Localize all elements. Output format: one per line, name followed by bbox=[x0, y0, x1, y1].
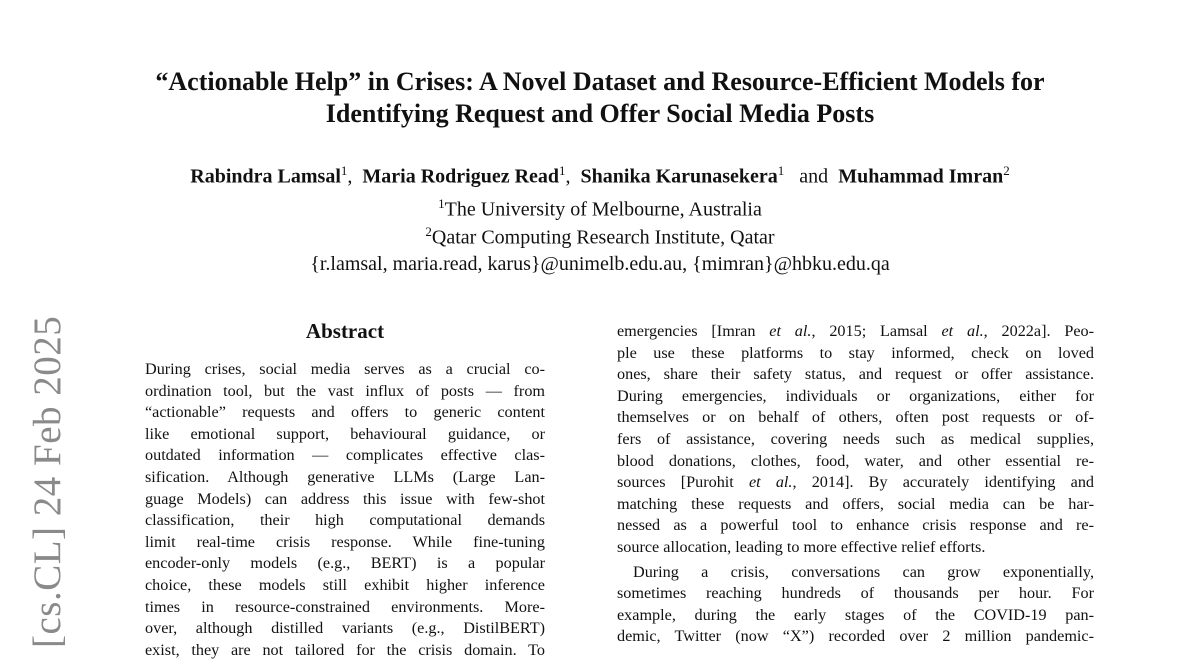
author-affil-mark: 1 bbox=[559, 163, 566, 178]
text-line: exist, they are not tailored for the crisis domain. To bbox=[145, 640, 545, 659]
affiliation-mark: 1 bbox=[438, 196, 445, 211]
text-line: During emergencies, individuals or organizations, either for bbox=[617, 386, 1094, 405]
author-name: Maria Rodriguez Read bbox=[362, 165, 560, 188]
abstract-body bbox=[145, 359, 545, 661]
author-emails: {r.lamsal, maria.read, karus}@unimelb.edu.au, {mimran}@hbku.edu.qa bbox=[310, 253, 890, 275]
intro-column bbox=[617, 321, 1094, 648]
text-line: example, during the early stages of the COVID-19 pan- bbox=[617, 605, 1094, 624]
text-line: like emotional support, behavioural guidance, or bbox=[145, 424, 545, 443]
affiliation-mark: 2 bbox=[425, 224, 432, 239]
author-separator: , bbox=[347, 165, 353, 188]
text-line: demic, Twitter (now “X”) recorded over 2 million pandemic- bbox=[617, 627, 1094, 646]
text-line: fers of assistance, covering needs such as medical supplies, bbox=[617, 429, 1094, 448]
text-line: matching these requests and offers, social media can be har- bbox=[617, 494, 1094, 513]
arxiv-stamp: [cs.CL] 24 Feb 2025 bbox=[26, 315, 69, 648]
author-affil-mark: 1 bbox=[777, 163, 785, 178]
intro-paragraph-1 bbox=[617, 321, 1094, 559]
author-name: Rabindra Lamsal bbox=[190, 165, 341, 188]
text-line: themselves or on behalf of others, often post requests or of- bbox=[617, 408, 1094, 427]
affiliation-text: Qatar Computing Research Institute, Qatar bbox=[431, 226, 775, 249]
text-line: sification. Although generative LLMs (Large Lan- bbox=[145, 467, 545, 486]
title-line-1: “Actionable Help” in Crises: A Novel Dataset and Resource-Efficient Models for bbox=[155, 67, 1045, 96]
author-affil-mark: 2 bbox=[1003, 163, 1010, 178]
author-name: Shanika Karunasekera bbox=[580, 165, 778, 188]
affiliation-text: The University of Melbourne, Australia bbox=[444, 198, 762, 221]
intro-paragraph-2 bbox=[617, 562, 1094, 648]
author-list bbox=[100, 157, 1100, 191]
text-line: outdated information — complicates effective clas- bbox=[145, 446, 545, 465]
text-line: sometimes reaching hundreds of thousands per hour. For bbox=[617, 584, 1094, 603]
text-line: encoder-only models (e.g., BERT) is a popular bbox=[145, 554, 545, 573]
text-line: ple use these platforms to stay informed, check on loved bbox=[617, 343, 1094, 362]
text-line: nessed as a powerful tool to enhance crisis response and re- bbox=[617, 516, 1094, 535]
title-line-2: Identifying Request and Offer Social Media Posts bbox=[325, 99, 875, 128]
text-line: emergencies [Imran et al., 2015; Lamsal et al., 2022a]. Peo- bbox=[617, 322, 1095, 340]
author-separator: , bbox=[565, 165, 571, 188]
text-line: guage Models) can address this issue with few-shot bbox=[145, 489, 545, 508]
text-line: limit real-time crisis response. While fine-tuning bbox=[145, 532, 545, 551]
text-line: ones, share their safety status, and request or offer assistance. bbox=[617, 365, 1094, 384]
abstract-heading: Abstract bbox=[305, 319, 385, 343]
paper-title bbox=[100, 66, 1100, 130]
author-and: and bbox=[799, 165, 829, 188]
text-line: “actionable” requests and offers to generic content bbox=[145, 403, 545, 422]
text-line: times in resource-constrained environments. More- bbox=[145, 597, 545, 616]
text-line: source allocation, leading to more effective relief efforts. bbox=[617, 537, 986, 556]
text-line: choice, these models still exhibit higher inference bbox=[145, 575, 545, 594]
author-name: Muhammad Imran bbox=[838, 165, 1004, 188]
author-affil-mark: 1 bbox=[340, 163, 348, 178]
text-line: classification, their high computational demands bbox=[145, 511, 545, 530]
text-line: During crises, social media serves as a crucial co- bbox=[145, 360, 545, 378]
text-line: over, although distilled variants (e.g., DistilBERT) bbox=[145, 619, 545, 638]
text-line: sources [Purohit et al., 2014]. By accurately identifying and bbox=[617, 473, 1095, 492]
text-line: ordination tool, but the vast influx of posts — from bbox=[145, 381, 545, 400]
text-line: During a crisis, conversations can grow exponentially, bbox=[633, 562, 1094, 581]
text-line: blood donations, clothes, food, water, and other essential re- bbox=[617, 451, 1094, 470]
affiliation-2 bbox=[100, 218, 1100, 252]
